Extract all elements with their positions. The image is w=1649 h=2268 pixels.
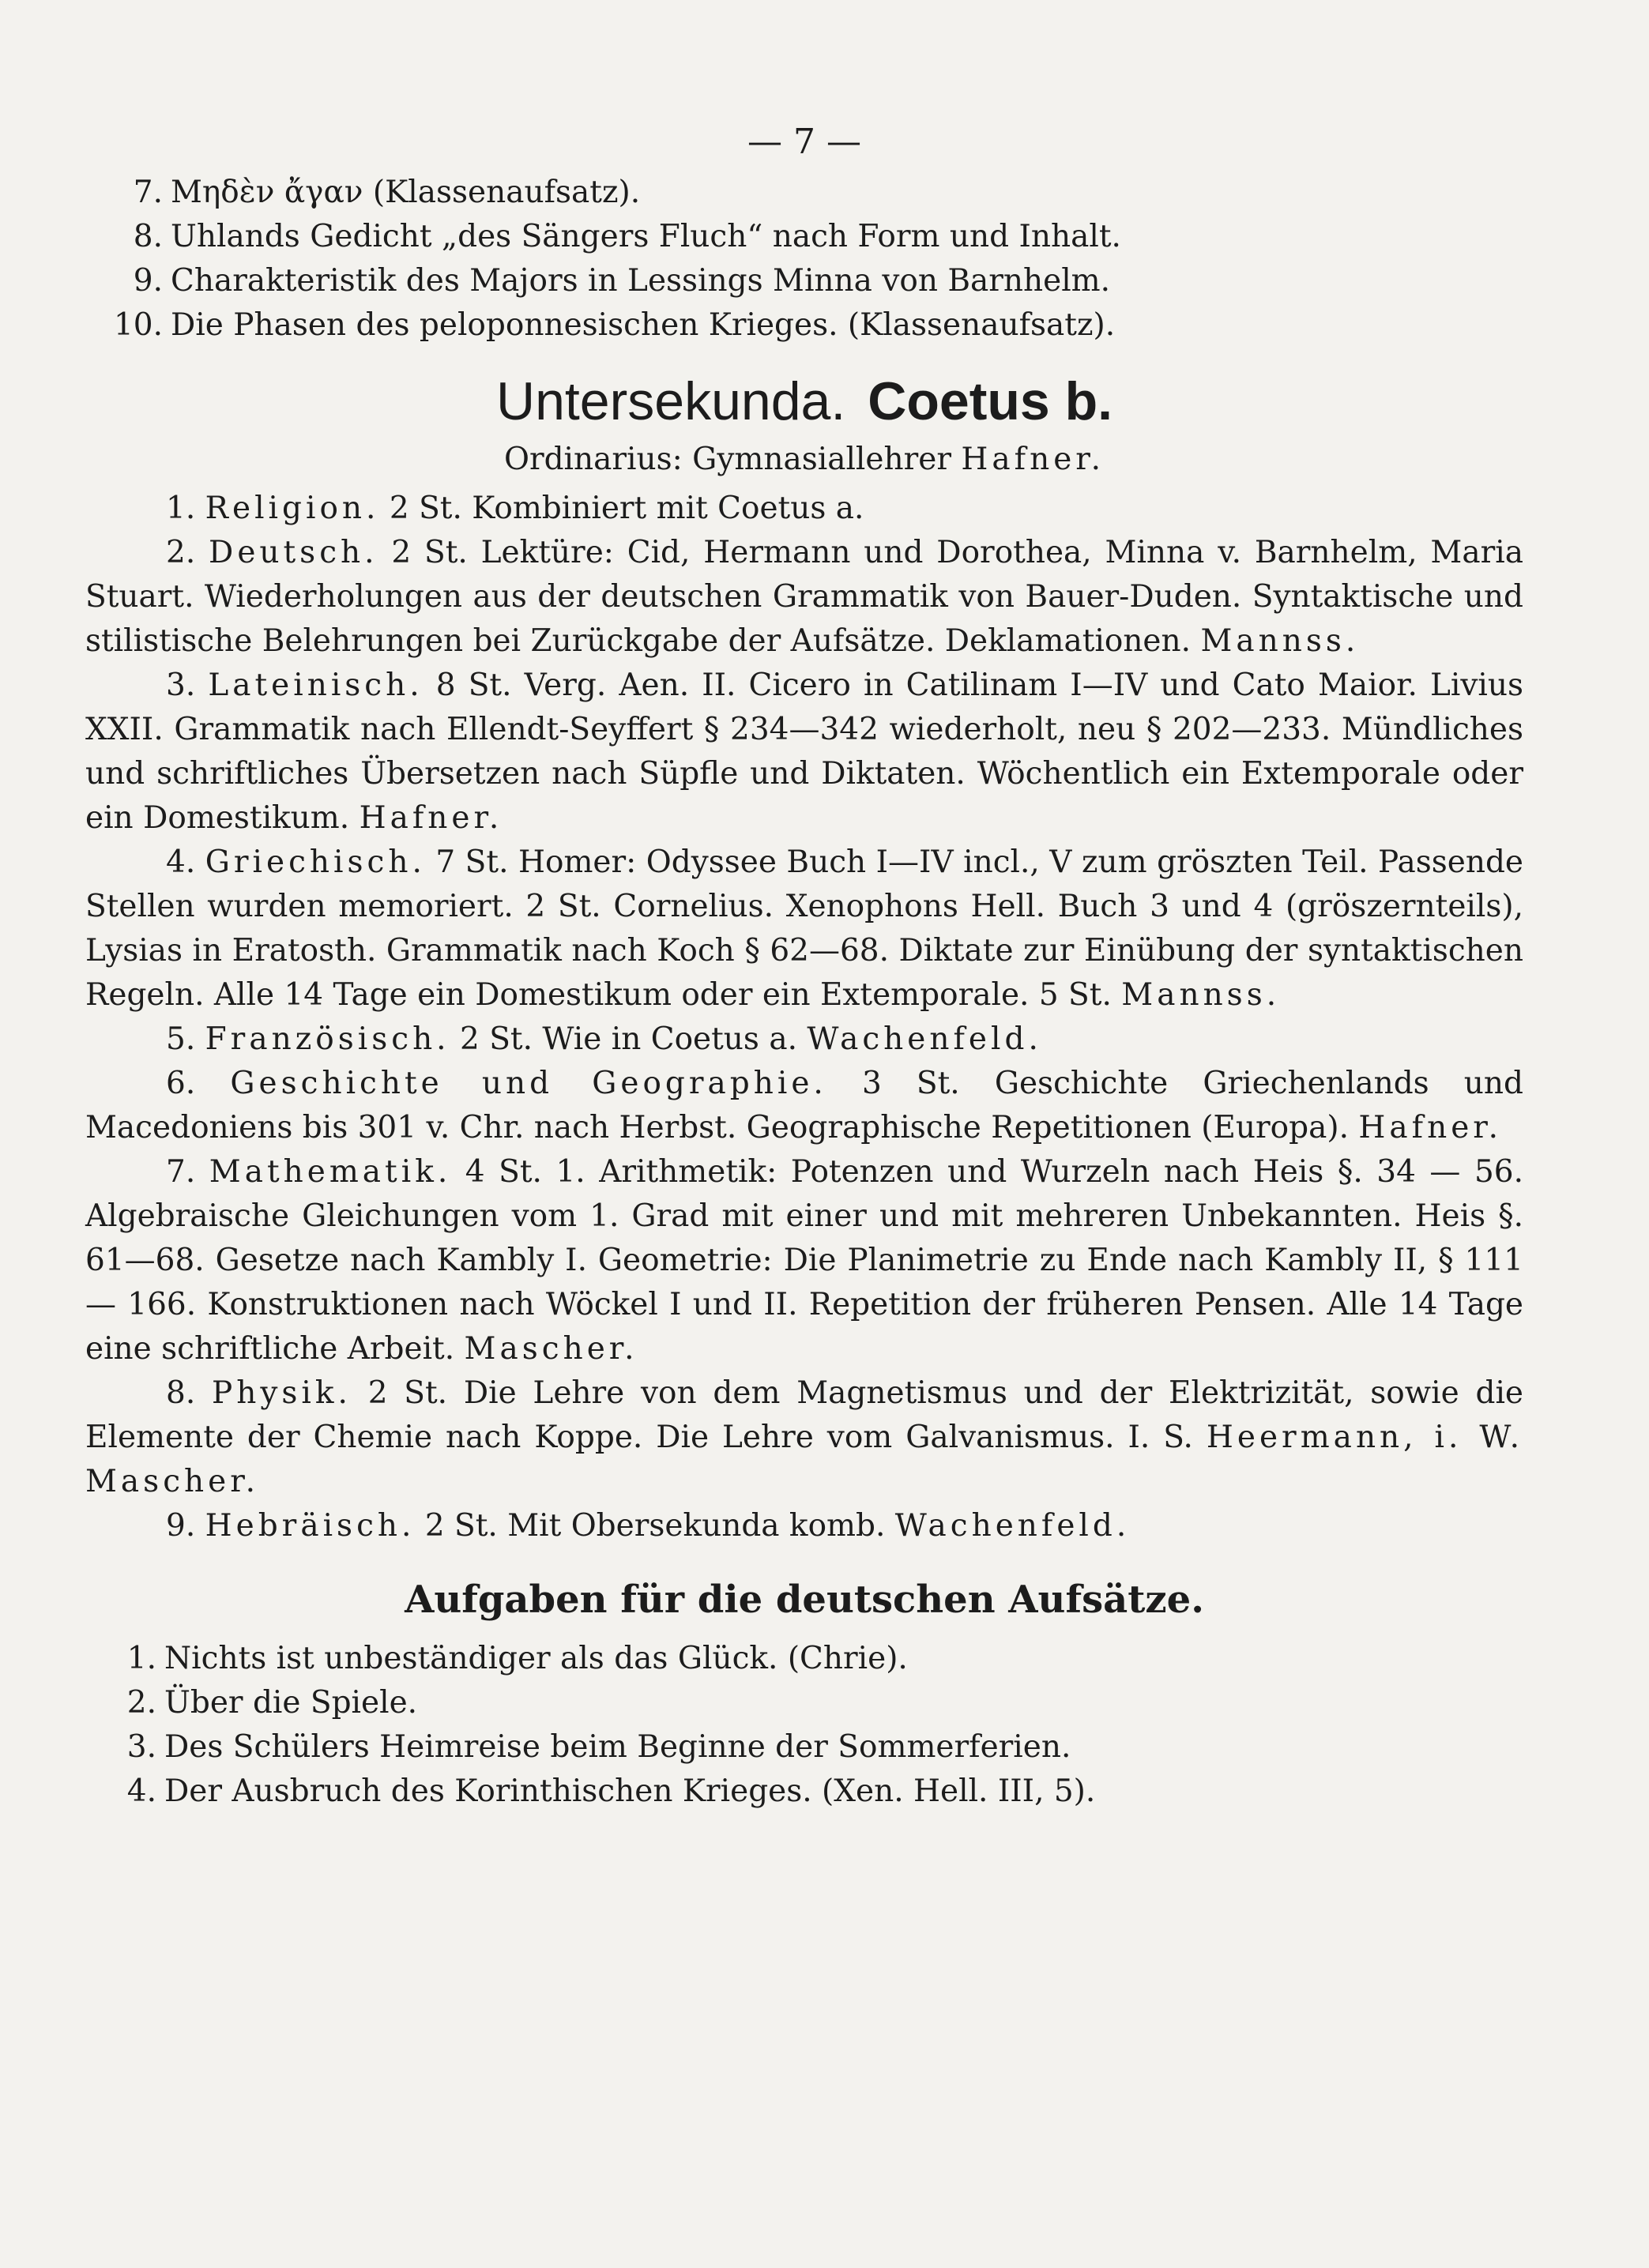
ordinarius-line: Ordinarius: Gymnasiallehrer Hafner. bbox=[503, 442, 1105, 477]
essay-topics-previous bbox=[85, 171, 1523, 348]
list-item: 1. Nichts ist unbeständiger als das Glück. (Chrie). bbox=[126, 1641, 908, 1676]
subject-list bbox=[85, 487, 1523, 1548]
subject-entry: 3. Lateinisch. 8 St. Verg. Aen. II. Cicero in Catilinam I—IV und Cato Maior. Livius XXII. Grammatik nach Ellendt-Seyffert § 234—342 wiederholt, neu § 202—233. Mündliches und schriftliches Übersetzen nach Süpfle und Diktaten. Wöchentlich ein Extemporale oder ein Domestikum. Hafner. bbox=[85, 668, 1524, 836]
subject-entry: 7. Mathematik. 4 St. 1. Arithmetik: Potenzen und Wurzeln nach Heis §. 34 — 56. Algebraische Gleichungen vom 1. Grad mit einer und mit mehreren Unbekannten. Heis §. 61—68. Gesetze nach Kambly I. Geometrie: Die Planimetrie zu Ende nach Kambly II, § 111 — 166. Konstruktionen nach Wöckel I und II. Repetition der früheren Pensen. Alle 14 Tage eine schriftliche Arbeit. Mascher. bbox=[85, 1154, 1523, 1367]
section-title: Untersekunda. bbox=[495, 371, 846, 431]
list-item: 4. Der Ausbruch des Korinthischen Krieges. (Xen. Hell. III, 5). bbox=[126, 1773, 1096, 1809]
ordinarius-name: Hafner. bbox=[961, 442, 1105, 477]
teacher-name: Heermann, i. W. Mascher. bbox=[85, 1420, 1523, 1499]
section-coetus: Coetus b. bbox=[868, 371, 1113, 431]
list-item: 8. Uhlands Gedicht „des Sängers Fluch“ nach Form und Inhalt. bbox=[133, 219, 1121, 254]
teacher-name: Mannss. bbox=[1121, 977, 1281, 1013]
teacher-name: Mannss. bbox=[1200, 623, 1360, 659]
subject-entry: 6. Geschichte und Geographie. 3 St. Geschichte Griechenlands und Macedoniens bis 301 v. Chr. nach Herbst. Geographische Repetitionen (Europa). Hafner. bbox=[85, 1066, 1524, 1145]
subject-entry: 8. Physik. 2 St. Die Lehre von dem Magnetismus und der Elektrizität, sowie die Elemente der Chemie nach Koppe. Die Lehre vom Galvanismus. I. S. Heermann, i. W. Mascher. bbox=[85, 1375, 1523, 1499]
page-content bbox=[85, 118, 1523, 1814]
teacher-name: Hafner. bbox=[1358, 1110, 1503, 1145]
list-item: 2. Über die Spiele. bbox=[126, 1685, 418, 1721]
teacher-name: Mascher. bbox=[464, 1331, 638, 1367]
subject-entry: 4. Griechisch. 7 St. Homer: Odyssee Buch I—IV incl., V zum gröszten Teil. Passende Stellen wurden memoriert. 2 St. Cornelius. Xenophons Hell. Buch 3 und 4 (gröszernteils), Lysias in Eratosth. Grammatik nach Koch § 62—68. Diktate zur Einübung der syntaktischen Regeln. Alle 14 Tage ein Domestikum oder ein Extemporale. 5 St. Mannss. bbox=[85, 844, 1523, 1013]
teacher-name: Wachenfeld. bbox=[894, 1508, 1131, 1544]
subject-entry: 1. Religion. 2 St. Kombiniert mit Coetus a. bbox=[166, 491, 864, 526]
subject-entry: 9. Hebräisch. 2 St. Mit Obersekunda komb. Wachenfeld. bbox=[166, 1508, 1131, 1544]
essay-topics-list bbox=[85, 1637, 1523, 1814]
list-item: 7. Μηδὲν ἄγαν (Klassenaufsatz). bbox=[133, 175, 641, 210]
section-heading bbox=[85, 368, 1523, 434]
list-item: 9. Charakteristik des Majors in Lessings Minna von Barnhelm. bbox=[133, 263, 1111, 299]
list-item: 3. Des Schülers Heimreise beim Beginne der Sommerferien. bbox=[126, 1729, 1071, 1765]
page-number: — 7 — bbox=[747, 122, 861, 162]
teacher-name: Hafner. bbox=[359, 800, 503, 836]
teacher-name: Wachenfeld. bbox=[807, 1021, 1042, 1057]
subject-entry: 5. Französisch. 2 St. Wie in Coetus a. Wachenfeld. bbox=[166, 1021, 1042, 1057]
essay-topics-heading: Aufgaben für die deutschen Aufsätze. bbox=[405, 1578, 1204, 1622]
list-item: 10. Die Phasen des peloponnesischen Krieges. (Klassenaufsatz). bbox=[113, 307, 1116, 343]
subject-entry: 2. Deutsch. 2 St. Lektüre: Cid, Hermann und Dorothea, Minna v. Barnhelm, Maria Stuart. Wiederholungen aus der deutschen Grammatik von Bauer-Duden. Syntaktische und stilistische Belehrungen bei Zurückgabe der Aufsätze. Deklamationen. Mannss. bbox=[85, 535, 1523, 659]
